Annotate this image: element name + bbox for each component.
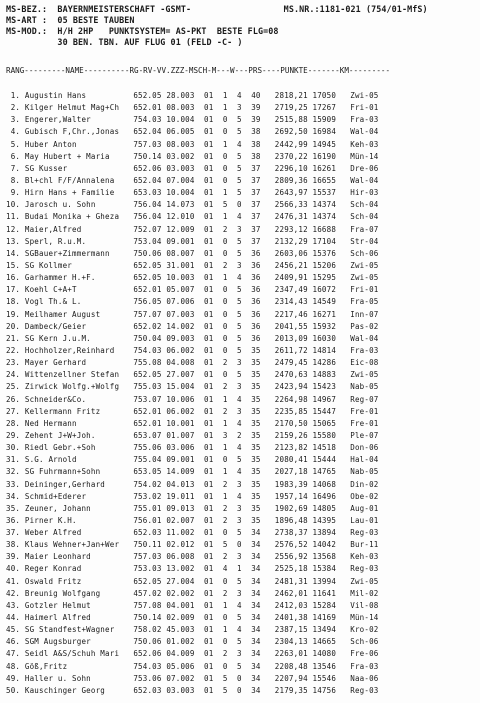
result-row: 7. SG Kusser 652.06 03.003 01 0 5 37 2296,10 16261 Dre-06 bbox=[6, 163, 379, 173]
result-row: 24. Wittenzellner Stefan 652.05 27.007 01 0 5 35 2470,63 14883 Zwi-05 bbox=[6, 370, 379, 380]
result-row: 29. Zehent J+W+Joh. 653.07 01.007 01 3 2 35 2159,26 15580 Ple-07 bbox=[6, 430, 379, 440]
header-line-type: MS-ART : 05 BESTE TAUBEN bbox=[6, 15, 135, 25]
result-row: 3. Engerer,Walter 754.03 10.004 01 0 5 39 2515,88 15909 Fra-03 bbox=[6, 115, 379, 125]
result-row: 4. Gubisch F,Chr.,Jonas 652.04 06.005 01 0 5 38 2692,50 16984 Wal-04 bbox=[6, 127, 379, 137]
header-line-competition: MS-BEZ.: BAYERNMEISTERSCHAFT -GSMT- MS.NR.:1181-021 (754/01-MfS) bbox=[6, 4, 428, 14]
result-row: 40. Reger Konrad 753.03 13.002 01 4 1 34 2525,18 15384 Reg-03 bbox=[6, 564, 379, 574]
result-row: 15. SG Kollmer 652.05 31.001 01 2 3 36 2456,21 15206 Zwi-05 bbox=[6, 260, 379, 270]
result-row: 5. Huber Anton 757.03 08.003 01 1 4 38 2442,99 14945 Keh-03 bbox=[6, 139, 379, 149]
result-row: 36. Pirner K.H. 756.01 02.007 01 2 3 35 1896,48 14395 Lau-01 bbox=[6, 515, 379, 525]
result-row: 22. Hochholzer,Reinhard 754.03 06.002 01 0 5 35 2611,72 14814 Fra-03 bbox=[6, 345, 379, 355]
result-row: 41. Oswald Fritz 652.05 27.004 01 0 5 34 2481,31 13994 Zwi-05 bbox=[6, 576, 379, 586]
result-row: 46. SGM Augsburger 750.06 01.002 01 0 5 34 2304,13 14665 Sch-06 bbox=[6, 637, 379, 647]
result-row: 49. Haller u. Sohn 753.06 07.002 01 5 0 34 2207,94 15546 Naa-06 bbox=[6, 673, 379, 683]
result-row: 32. SG Fuhrmann+Sohn 653.05 14.009 01 1 4 35 2027,18 14765 Nab-05 bbox=[6, 467, 379, 477]
result-row: 20. Dambeck/Geier 652.02 14.002 01 0 5 36 2041,55 15932 Pas-02 bbox=[6, 321, 379, 331]
result-row: 16. Garhammer H.+F. 652.05 10.003 01 1 4 36 2409,91 15295 Zwi-05 bbox=[6, 273, 379, 283]
result-row: 50. Kauschinger Georg 652.03 03.003 01 5 0 34 2179,35 14756 Reg-03 bbox=[6, 685, 379, 695]
result-row: 31. S.G. Arnold 755.04 09.001 01 0 5 35 2080,41 15444 Hal-04 bbox=[6, 455, 379, 465]
result-row: 9. Hirn Hans + Familie 653.03 10.004 01 1 5 37 2643,97 15537 Hir-03 bbox=[6, 188, 379, 198]
result-row: 2. Kilger Helmut Mag+Ch 652.01 08.003 01 1 3 39 2719,25 17267 Fri-01 bbox=[6, 103, 379, 113]
result-row: 47. Seidl A&S/Schuh Mari 652.06 04.009 01 2 3 34 2263,01 14080 Fre-06 bbox=[6, 649, 379, 659]
result-row: 34. Schmid+Ederer 753.02 19.011 01 1 4 35 1957,14 16496 Obe-02 bbox=[6, 491, 379, 501]
result-row: 23. Mayer Gerhard 755.08 04.008 01 2 3 35 2479,45 14286 Eic-08 bbox=[6, 358, 379, 368]
result-row: 48. Göß,Fritz 754.03 05.006 01 0 5 34 2208,48 13546 Fra-03 bbox=[6, 661, 379, 671]
result-row: 12. Maier,Alfred 752.07 12.009 01 2 3 37 2293,12 16688 Fra-07 bbox=[6, 224, 379, 234]
result-row: 39. Maier Leonhard 757.03 06.008 01 2 3 34 2556,92 13568 Keh-03 bbox=[6, 552, 379, 562]
result-row: 42. Breunig Wolfgang 457.02 02.002 01 2 3 34 2462,01 11641 Mil-02 bbox=[6, 588, 379, 598]
result-row: 21. SG Kern J.u.M. 750.04 09.003 01 0 5 36 2013,09 16030 Wal-04 bbox=[6, 333, 379, 343]
result-row: 10. Jarosch u. Sohn 756.04 14.073 01 5 0 37 2566,33 14374 Sch-04 bbox=[6, 200, 379, 210]
result-row: 35. Zeuner, Johann 755.01 09.013 01 2 3 35 1902,69 14805 Aug-01 bbox=[6, 503, 379, 513]
result-row: 1. Augustin Hans 652.05 28.003 01 1 4 40 2818,21 17050 Zwi-05 bbox=[6, 91, 379, 100]
result-row: 19. Meilhamer August 757.07 07.003 01 0 5 36 2217,46 16271 Inn-07 bbox=[6, 309, 379, 319]
result-row: 26. Schneider&Co. 753.07 10.006 01 1 4 35 2264,98 14967 Reg-07 bbox=[6, 394, 379, 404]
header-line-mode: MS-MOD.: H/H 2HP PUNKTSYSTEM= AS-PKT BESTE FLG=08 bbox=[6, 26, 279, 36]
result-row: 27. Kellermann Fritz 652.01 06.002 01 2 3 35 2235,85 15447 Fre-01 bbox=[6, 406, 379, 416]
column-header-line: RANG---------NAME----------RG-RV-VV.ZZZ-MSCH-M---W---PRS----PUNKTE-------KM--------- bbox=[6, 66, 391, 75]
results-table bbox=[6, 90, 480, 697]
result-row: 37. Weber Alfred 652.03 11.002 01 0 5 34 2738,37 13894 Reg-03 bbox=[6, 528, 379, 538]
result-row: 13. Sperl, R.u.M. 753.04 09.001 01 0 5 37 2132,29 17104 Str-04 bbox=[6, 236, 379, 246]
result-row: 25. Zirwick Wolfg.+Wolfg 755.03 15.004 01 2 3 35 2423,94 15423 Nab-05 bbox=[6, 382, 379, 392]
result-row: 28. Ned Hermann 652.01 10.001 01 1 4 35 2170,50 15065 Fre-01 bbox=[6, 418, 379, 428]
result-row: 17. Koehl C+A+T 652.01 05.007 01 0 5 36 2347,49 16072 Fri-01 bbox=[6, 285, 379, 295]
result-row: 8. Bl+chl F/F/Annalena 652.04 07.004 01 0 5 37 2809,36 16655 Wal-04 bbox=[6, 175, 379, 185]
result-row: 11. Budai Monika + Gheza 756.04 12.010 01 1 4 37 2476,31 14374 Sch-04 bbox=[6, 212, 379, 222]
result-row: 30. Riedl Gebr.+Soh 755.06 03.006 01 1 4 35 2123,82 14518 Don-06 bbox=[6, 443, 379, 453]
result-row: 33. Deininger,Gerhard 754.02 04.013 01 2 3 35 1983,39 14068 Din-02 bbox=[6, 479, 379, 489]
result-row: 43. Gotzler Helmut 757.08 04.001 01 1 4 34 2412,03 15284 Vil-08 bbox=[6, 600, 379, 610]
result-row: 14. SGBauer+Zimmermann 750.06 08.007 01 0 5 36 2603,06 15376 Sch-06 bbox=[6, 248, 379, 258]
result-row: 6. May Hubert + Maria 750.14 03.002 01 0 5 38 2370,22 16190 Mün-14 bbox=[6, 151, 379, 161]
result-row: 18. Vogl Th.& L. 756.05 07.006 01 0 5 36 2314,43 14549 Fra-05 bbox=[6, 297, 379, 307]
result-row: 45. SG Standfest+Wagner 758.02 45.003 01 1 4 34 2387,15 13494 Kro-02 bbox=[6, 625, 379, 635]
header-line-flight: 30 BEN. TBN. AUF FLUG 01 (FELD -C- ) bbox=[6, 37, 243, 47]
result-row: 44. Haimerl Alfred 750.14 02.009 01 0 5 34 2401,38 14169 Mün-14 bbox=[6, 613, 379, 623]
result-row: 38. Klaus Wehner+Jan+Wer 750.11 02.012 01 5 0 34 2576,52 14042 Bur-11 bbox=[6, 540, 379, 550]
